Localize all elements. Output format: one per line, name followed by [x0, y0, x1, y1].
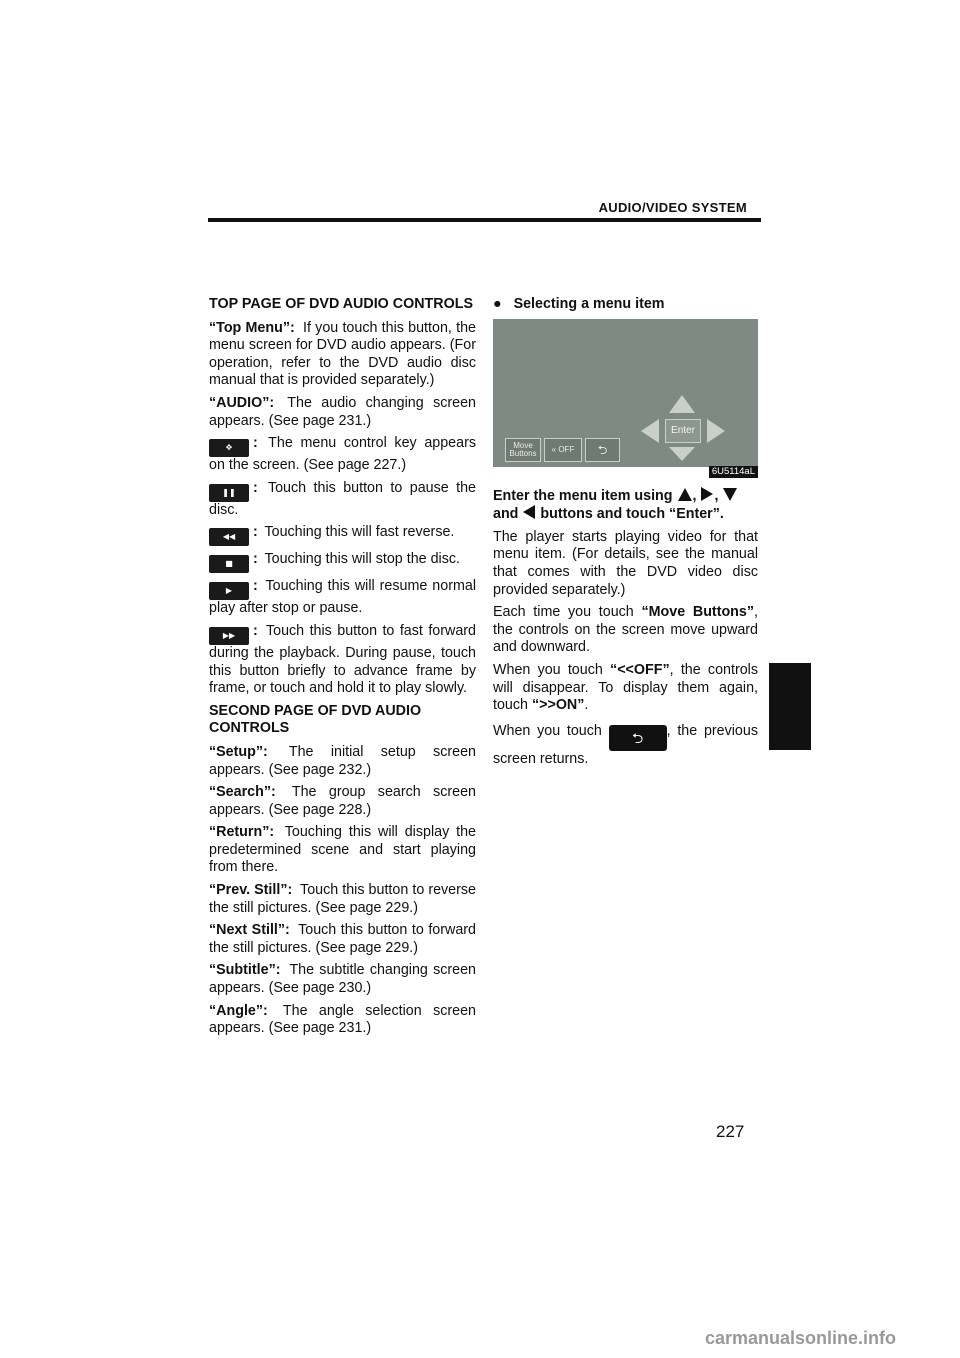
p3-c: . [584, 697, 589, 714]
term-setup: “Setup”: [209, 743, 268, 760]
instr-a: Enter the menu item using [493, 487, 673, 504]
term-prev-still: “Prev. Still”: [209, 882, 293, 899]
fast-forward-icon: ▶▶ [209, 627, 249, 645]
item-angle [209, 1003, 476, 1038]
term-search: “Search”: [209, 784, 276, 801]
return-icon: ⮌ [597, 442, 608, 457]
term-angle: “Angle”: [209, 1002, 268, 1019]
text-subtitle: The subtitle changing screen appears. (See page 230.) [209, 962, 476, 997]
p3-term-off: “<<OFF” [610, 661, 670, 678]
left-arrow-icon [641, 419, 659, 443]
page-number: 227 [716, 1122, 745, 1141]
item-search [209, 784, 476, 819]
text-audio: The audio changing screen appears. (See page 231.) [209, 394, 476, 429]
p3-term-on: “>>ON” [531, 697, 585, 714]
watermark: carmanualsonline.info [705, 1328, 897, 1348]
return-button [585, 438, 620, 462]
stop-icon: ■ [209, 555, 249, 573]
item-return [209, 824, 476, 877]
text-prev-still: Touch this button to reverse the still pictures. (See page 229.) [209, 882, 476, 916]
para-player-starts: The player starts playing video for that menu item. (For details, see the manual that comes with the DVD video disc provided separately.) [493, 528, 758, 598]
instruction: Enter the menu item using , , and buttons and touch “Enter”. [493, 487, 758, 524]
running-header: AUDIO/VIDEO SYSTEM [598, 200, 747, 215]
text-play: Touching this will resume normal play after stop or pause. [209, 578, 476, 617]
menu-screen-illustration [493, 319, 758, 467]
text-fast-forward: Touch this button to fast forward during the playback. During pause, touch this button briefly to advance frame by frame, or touch and hold it to play slowly. [209, 622, 476, 697]
up-triangle-icon [678, 488, 692, 501]
item-audio [209, 395, 476, 430]
right-column [493, 296, 758, 773]
colon: : [253, 524, 258, 541]
colon: : [253, 578, 258, 595]
text-pause: Touch this button to pause the disc. [209, 479, 477, 518]
return-arrow-icon: ⮌ [609, 725, 667, 751]
p3-b: , the controls will disappear. To display them again, touch [493, 661, 758, 714]
p2-b: , the controls on the screen move upward and downward. [493, 604, 758, 656]
bullet-heading [493, 296, 758, 314]
text-rewind: Touching this will fast reverse. [264, 524, 455, 541]
move-buttons-button: Move Buttons [505, 438, 541, 462]
term-top-menu: “Top Menu”: [209, 319, 295, 336]
left-triangle-icon [523, 505, 535, 519]
up-arrow-icon [669, 395, 695, 413]
play-icon: ▶ [209, 582, 249, 600]
right-arrow-icon [707, 419, 725, 443]
figure-code: 6U5114aL [709, 466, 758, 478]
text-top-menu: If you touch this button, the menu screen for DVD audio appears. (For operation, refer to the DVD audio disc manual that is provided separately.) [209, 319, 476, 389]
colon: : [253, 551, 258, 568]
text-next-still: Touch this button to forward the still pictures. (See page 229.) [209, 922, 477, 956]
colon: : [253, 479, 258, 496]
text-cursor: The menu control key appears on the screen. (See page 227.) [209, 435, 476, 474]
item-fast-forward [209, 623, 476, 698]
bullet-icon: ● [493, 296, 502, 312]
instr-c: buttons and touch “Enter”. [540, 506, 724, 523]
text-search: The group search screen appears. (See page 228.) [209, 784, 476, 818]
term-subtitle: “Subtitle”: [209, 962, 281, 979]
chevron-left-icon: « [551, 444, 559, 454]
item-play [209, 578, 476, 618]
left-column [209, 296, 476, 1043]
down-triangle-icon [723, 488, 737, 501]
item-subtitle [209, 962, 476, 997]
item-setup [209, 744, 476, 779]
item-rewind [209, 524, 476, 546]
text-setup: The initial setup screen appears. (See page 232.) [209, 743, 476, 778]
colon: : [253, 435, 258, 452]
p2-a: Each time you touch [493, 604, 634, 621]
section-tab [769, 663, 811, 750]
item-cursor [209, 435, 476, 475]
enter-button: Enter [665, 419, 701, 443]
p4-a: When you touch [493, 722, 602, 739]
p2-term: “Move Buttons” [641, 604, 755, 621]
colon: : [253, 622, 258, 639]
term-return: “Return”: [209, 824, 275, 841]
term-audio: “AUDIO”: [209, 394, 275, 411]
text-stop: Touching this will stop the disc. [264, 551, 460, 568]
figure-caption [493, 467, 758, 479]
down-arrow-icon [669, 447, 695, 461]
rewind-icon: ◀◀ [209, 528, 249, 546]
heading-second-page: SECOND PAGE OF DVD AUDIO CONTROLS [209, 702, 422, 737]
item-prev-still [209, 882, 476, 917]
para-move-buttons [493, 604, 758, 657]
item-top-menu [209, 320, 476, 390]
pause-icon: ❚❚ [209, 484, 249, 502]
para-off [493, 662, 758, 715]
item-pause [209, 480, 476, 520]
off-button [544, 438, 582, 462]
text-return: Touching this will display the predetermined scene and start playing from there. [209, 824, 476, 876]
cursor-key-icon: ✥ [209, 439, 249, 457]
right-triangle-icon [701, 487, 713, 501]
off-label: OFF [558, 444, 575, 454]
p4-b: , the previous screen returns. [493, 722, 758, 767]
text-angle: The angle selection screen appears. (See page 231.) [209, 1002, 476, 1037]
heading-top-page: TOP PAGE OF DVD AUDIO CONTROLS [209, 296, 473, 312]
p3-a: When you touch [493, 661, 603, 678]
term-next-still: “Next Still”: [209, 922, 290, 939]
bullet-title: Selecting a menu item [513, 296, 665, 312]
header-rule [208, 218, 761, 222]
instr-b: and [493, 506, 519, 523]
para-return [493, 723, 758, 769]
item-stop [209, 551, 476, 573]
item-next-still [209, 922, 476, 957]
